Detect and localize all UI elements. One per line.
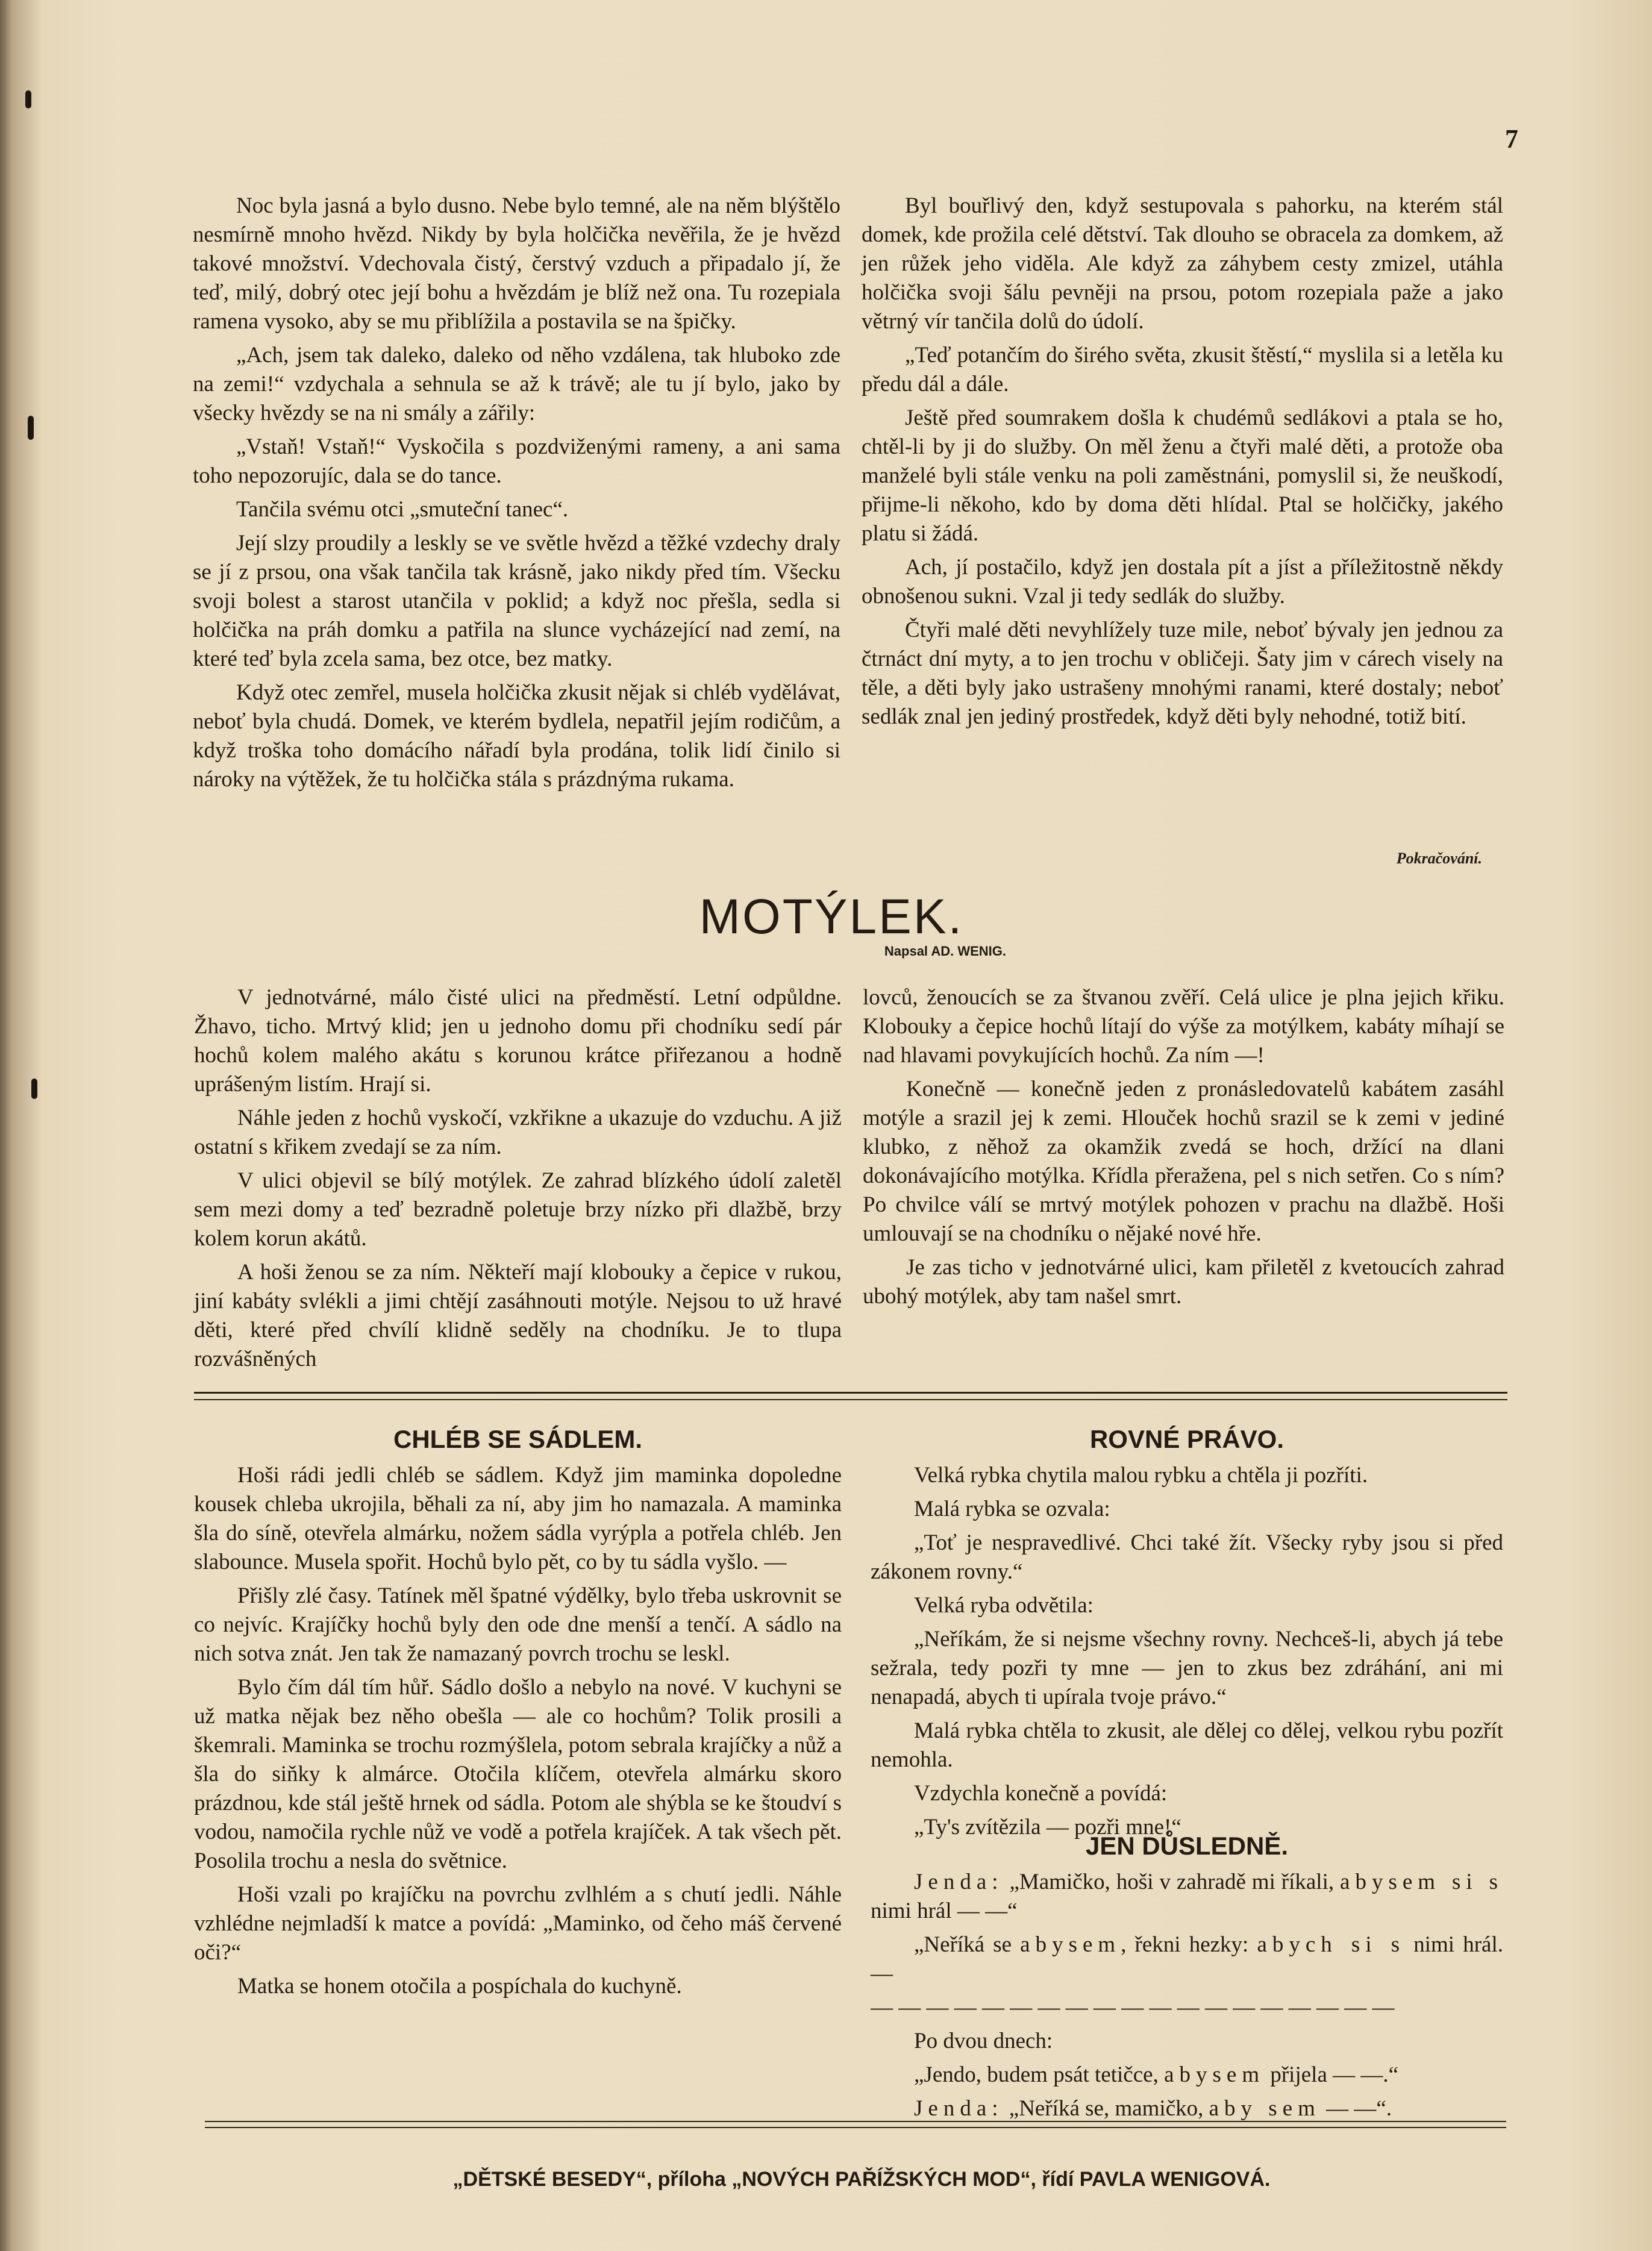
motylek-right-column xyxy=(863,983,1504,1316)
paragraph: Po dvou dnech: xyxy=(914,2029,1053,2053)
footer-credit: „DĚTSKÉ BESEDY“, příloha „NOVÝCH PAŘÍŽSKÝCH MOD“, řídí PAVLA WENIGOVÁ. xyxy=(452,2168,1271,2191)
paragraph: Přišly zlé časy. Tatínek měl špatné výdělky, bylo třeba uskrovnit se co nejvíc. Krajíčky hochů byly den ode dne menší a tenčí. A sádlo na nich sotva znát. Jen tak že namazaný povrch trochu se leskl. xyxy=(194,1583,842,1666)
motylek-byline: Napsal AD. WENIG. xyxy=(884,944,1006,959)
dialogue-line: Jenda: „Mamičko, hoši v zahradě mi říkali, abysem si s nimi hrál — —“ xyxy=(871,1870,1503,1923)
motylek-left-column xyxy=(194,983,842,1379)
paragraph: Hoši rádi jedli chléb se sádlem. Když jim maminka dopoledne kousek chleba ukrojila, běhali za ní, aby jim ho namazala. A maminka šla do síně, otevřela almárku, nožem sádla vyrýpla a potřela chléb. Jen slabounce. Musela spořit. Hochů bylo pět, co by tu sádla vyšlo. — xyxy=(194,1463,842,1574)
chleb-column xyxy=(194,1461,842,2006)
paragraph: „Toť je nespravedlivé. Chci také žít. Všecky ryby jsou si před zákonem rovny.“ xyxy=(871,1530,1503,1584)
speaker: Jenda: xyxy=(914,1870,1004,1894)
paragraph: lovců, ženoucích se za štvanou zvěří. Celá ulice je plna jejich křiku. Klobouky a čepice hochů lítají do výše za motýlkem, kabáty míhají se nad hlavami povykujících hochů. Za ním —! xyxy=(863,985,1504,1068)
paragraph: Velká ryba odvětila: xyxy=(914,1593,1094,1618)
page-number: 7 xyxy=(1505,124,1518,154)
divider-rule xyxy=(205,2127,1506,2128)
dialogue-line: „Neříká se abysem, řekni hezky: abych si s nimi hrál. — xyxy=(871,1932,1503,1986)
dialogue-line: „Jendo, budem psát tetičce, abysem přijela — —.“ xyxy=(914,2062,1399,2087)
binding-mark xyxy=(25,90,31,108)
binding-mark xyxy=(28,416,34,440)
paragraph: Je zas ticho v jednotvárné ulici, kam přiletěl z kvetoucích zahrad ubohý motýlek, aby tam našel smrt. xyxy=(863,1255,1504,1309)
paragraph: Čtyři malé děti nevyhlížely tuze mile, neboť bývaly jen jednou za čtrnáct dní myty, a to jen trochu v obličeji. Šaty jim v cárech visely na těle, a děti byly jako ustrašeny mnohými ranami, které dostaly; neboť sedlák znal jen jediný prostředek, když děti byly nehodné, totiž bití. xyxy=(862,618,1503,729)
paragraph: „Ach, jsem tak daleko, daleko od něho vzdálena, tak hluboko zde na zemi!“ vzdychala a sehnula se až k trávě; ale tu jí bylo, jako by všecky hvězdy se na ni smály a zářily: xyxy=(193,343,840,425)
paragraph: „Vstaň! Vstaň!“ Vyskočila s pozdviženými rameny, a ani sama toho nepozorujíc, dala se do tance. xyxy=(193,434,840,488)
continued-note: Pokračování. xyxy=(1396,850,1482,867)
paragraph: „Teď potančím do širého světa, zkusit štěstí,“ myslila si a letěla ku předu dál a dále. xyxy=(862,343,1503,396)
paragraph: Noc byla jasná a bylo dusno. Nebe bylo temné, ale na něm blýštělo nesmírně mnoho hvězd. Nikdy by byla holčička nevěřila, že je hvězd takové množství. Vdechovala čistý, čerstvý vzduch a připadalo jí, že teď, milý, dobrý otec její bohu a hvězdám je blíž než ona. Tu rozepiala ramena vysoko, aby se mu přiblížila a postavila se na špičky. xyxy=(193,193,840,334)
paragraph: V jednotvárné, málo čisté ulici na předměstí. Letní odpůldne. Žhavo, ticho. Mrtvý klid; jen u jednoho domu při chodníku sedí pár hochů kolem malého akátu s korunou krátce přiřezanou a hodně uprášeným listím. Hrají si. xyxy=(194,985,842,1097)
rovne-title: ROVNÉ PRÁVO. xyxy=(1089,1425,1284,1453)
binding-mark xyxy=(31,1079,37,1099)
paragraph: Hoši vzali po krajíčku na povrchu zvlhlém a s chutí jedli. Náhle vzhlédne nejmladší k matce a povídá: „Maminko, od čeho máš červené oči?“ xyxy=(194,1882,842,1965)
dusledne-column xyxy=(871,1868,1503,2128)
story-right-column xyxy=(862,192,1503,736)
story-left-column xyxy=(193,192,840,799)
paragraph: Byl bouřlivý den, když sestupovala s pahorku, na kterém stál domek, kde prožila celé dětství. Tak dlouho se obracela za domkem, až jen růžek jeho viděla. Ale když za záhybem cesty zmizel, utáhla holčička svoji šálu pevněji na prsou, potom rozepiala paže a jako větrný vír tančila dolů do údolí. xyxy=(862,193,1503,334)
paragraph: Vzdychla konečně a povídá: xyxy=(914,1781,1168,1806)
paragraph: Ještě před soumrakem došla k chudémů sedlákovi a ptala se ho, chtěl-li by ji do služby. On měl ženu a čtyři malé děti, a protože oba manželé byli stále venku na poli zaměstnáni, pomyslil si, že neuškodí, přijme-li někoho, kdo by doma děti hlídal. Ptal se holčičky, jakého platu si žádá. xyxy=(862,405,1503,546)
paragraph: Tančila svému otci „smuteční tanec“. xyxy=(236,497,569,522)
divider-rule xyxy=(194,1392,1507,1394)
paragraph: „Neříkám, že si nejsme všechny rovny. Nechceš-li, abych já tebe sežrala, tedy pozři ty mne — jen to zkus bez zdráhání, ani mi nenapadá, abych ti upírala tvoje právo.“ xyxy=(871,1627,1503,1709)
paragraph: Malá rybka chtěla to zkusit, ale dělej co dělej, velkou rybu pozřít nemohla. xyxy=(871,1718,1503,1772)
dusledne-title: JEN DŮSLEDNĚ. xyxy=(1085,1832,1289,1860)
dialogue-line: Jenda: „Neříká se, mamičko, aby sem — —“. xyxy=(914,2096,1392,2121)
paragraph: Bylo čím dál tím hůř. Sádlo došlo a nebylo na nové. V kuchyni se už matka nějak bez něho obešla — ale co hochům? Tolik prosili a škemrali. Maminka se trochu rozmýšlela, potom sebrala krajíčky a nůž a šla do siňky k almárce. Otočila klíčem, otevřela almárku skoro prázdnou, kde stál ještě hrnek od sádla. Potom ale shýbla se ke štoudví s vodou, namočila rychle nůž ve vodě a potřela krajíček. A tak všech pět. Posolila trochu a nesla do světnice. xyxy=(194,1675,842,1873)
paragraph: A hoši ženou se za ním. Někteří mají klobouky a čepice v rukou, jiní kabáty svlékli a jimi chtějí zasáhnouti motýle. Nejsou to už hravé děti, které před chvílí klidně seděly na chodníku. Je to tlupa rozvášněných xyxy=(194,1260,842,1371)
divider-rule xyxy=(205,2121,1506,2122)
paragraph: Matka se honem otočila a pospíchala do kuchyně. xyxy=(237,1974,682,1999)
motylek-title: MOTÝLEK. xyxy=(699,889,964,944)
paragraph: Její slzy proudily a leskly se ve světle hvězd a těžké vzdechy draly se jí z prsou, ona však tančila tak krásně, jako nikdy před tím. Všecku svoji bolest a starost utančila v poklid; a když noc přešla, sedla si holčička na práh domku a patřila na slunce vycházející nad zemí, na které teď byla zcela sama, bez otce, bez matky. xyxy=(193,531,840,671)
paragraph: Když otec zemřel, musela holčička zkusit nějak si chléb vydělávat, neboť byla chudá. Domek, ve kterém bydlela, nepatřil jejím rodičům, a když troška toho domácího nářadí byla prodána, tolik lidí činilo si nároky na výtěžek, že tu holčička stála s prázdnýma rukama. xyxy=(193,680,840,792)
divider-rule xyxy=(194,1399,1507,1400)
paragraph: Velká rybka chytila malou rybku a chtěla ji pozříti. xyxy=(914,1463,1368,1488)
paragraph: Ach, jí postačilo, když jen dostala pít a jíst a příležitostně někdy obnošenou sukni. Vzal ji tedy sedlák do služby. xyxy=(862,555,1503,609)
rovne-column xyxy=(871,1461,1503,1847)
dash-separator: — — — — — — — — — — — — — — — — — — — xyxy=(871,1995,1395,2020)
paragraph: V ulici objevil se bílý motýlek. Ze zahrad blízkého údolí zaletěl sem mezi domy a teď bezradně poletuje brzy nízko při dlažbě, brzy kolem korun akátů. xyxy=(194,1168,842,1251)
paragraph: Konečně — konečně jeden z pronásledovatelů kabátem zasáhl motýle a srazil jej k zemi. Hlouček hochů srazil se k zemi v jediné klubko, z něhož za okamžik zvedá se hoch, držící na dlani dokonávajícího motýlka. Křídla přeražena, pel s nich setřen. Co s ním? Po chvilce válí se mrtvý motýlek pohozen v prachu na dlažbě. Hoši umlouvají se na chodníku o nějaké nové hře. xyxy=(863,1077,1504,1246)
speaker: Jenda: xyxy=(914,2096,1004,2121)
paragraph: Náhle jeden z hochů vyskočí, vzkřikne a ukazuje do vzduchu. A již ostatní s křikem zvedají se za ním. xyxy=(194,1106,842,1159)
paragraph: Malá rybka se ozvala: xyxy=(914,1497,1110,1521)
paragraph: „Ty's zvítězila — pozři mne!“ xyxy=(914,1815,1181,1839)
chleb-title: CHLÉB SE SÁDLEM. xyxy=(393,1425,643,1453)
